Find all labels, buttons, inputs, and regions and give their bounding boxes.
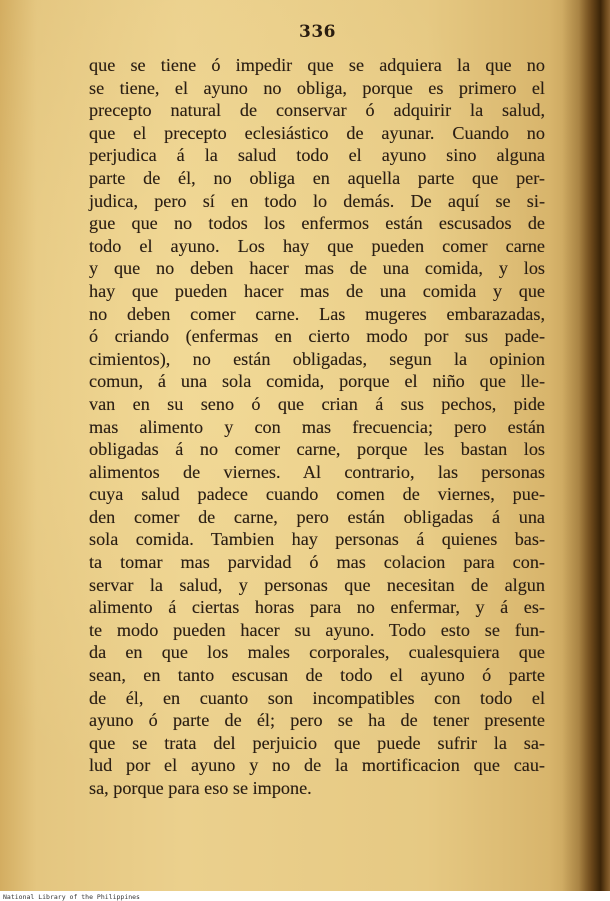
text-line: ó criando (enfermas en cierto modo por sus pade- (89, 326, 545, 347)
text-line: mas alimento y con mas frecuencia; pero están (89, 416, 545, 437)
book-binding-shadow (562, 0, 610, 891)
text-line: judica, pero sí en todo lo demás. De aquí se si- (89, 190, 545, 211)
text-line: parte de él, no obliga en aquella parte que per- (89, 167, 545, 188)
text-line: lud por el ayuno y no de la mortificacion que cau- (89, 755, 545, 776)
text-line: y que no deben hacer mas de una comida, y los (89, 258, 545, 279)
text-line: obligadas á no comer carne, porque les bastan los (89, 439, 545, 460)
text-line: que se tiene ó impedir que se adquiera la que no (89, 55, 545, 75)
text-line: ta tomar mas parvidad ó mas colacion para con- (89, 552, 545, 573)
text-line: todo el ayuno. Los hay que pueden comer carne (89, 235, 545, 256)
text-line: alimento á ciertas horas para no enfermar, y á es- (89, 597, 545, 618)
library-footer: National Library of the Philippines (3, 893, 140, 901)
text-line: servar la salud, y personas que necesitan de algun (89, 574, 545, 595)
text-line: precepto natural de conservar ó adquirir la salud, (89, 100, 545, 121)
text-line: cimientos), no están obligadas, segun la opinion (89, 348, 545, 369)
text-line: da en que los males corporales, cualesquiera que (89, 642, 545, 663)
page-number: 336 (299, 22, 336, 42)
text-line: gue que no todos los enfermos están escusados de (89, 213, 545, 234)
text-line: sa, porque para eso se impone. (89, 778, 312, 798)
text-line: que el precepto eclesiástico de ayunar. Cuando no (89, 122, 545, 143)
text-line: ayuno ó parte de él; pero se ha de tener presente (89, 710, 545, 731)
text-line: van en su seno ó que crian á sus pechos, pide (89, 393, 545, 414)
text-line: comun, á una sola comida, porque el niño que lle- (89, 371, 545, 392)
text-line: no deben comer carne. Las mugeres embarazadas, (89, 303, 545, 324)
body-text (89, 54, 545, 800)
text-line: sola comida. Tambien hay personas á quienes bas- (89, 529, 545, 550)
text-line: sean, en tanto escusan de todo el ayuno ó parte (89, 665, 545, 686)
text-line: hay que pueden hacer mas de una comida y que (89, 280, 545, 301)
text-line: perjudica á la salud todo el ayuno sino alguna (89, 145, 545, 166)
text-line: te modo pueden hacer su ayuno. Todo esto se fun- (89, 619, 545, 640)
text-line: cuya salud padece cuando comen de viernes, pue- (89, 484, 545, 505)
text-line: que se trata del perjuicio que puede sufrir la sa- (89, 732, 545, 753)
text-line: den comer de carne, pero están obligadas á una (89, 506, 545, 527)
text-line: se tiene, el ayuno no obliga, porque es primero el (89, 77, 545, 98)
text-line: alimentos de viernes. Al contrario, las personas (89, 461, 545, 482)
text-line: de él, en cuanto son incompatibles con todo el (89, 687, 545, 708)
